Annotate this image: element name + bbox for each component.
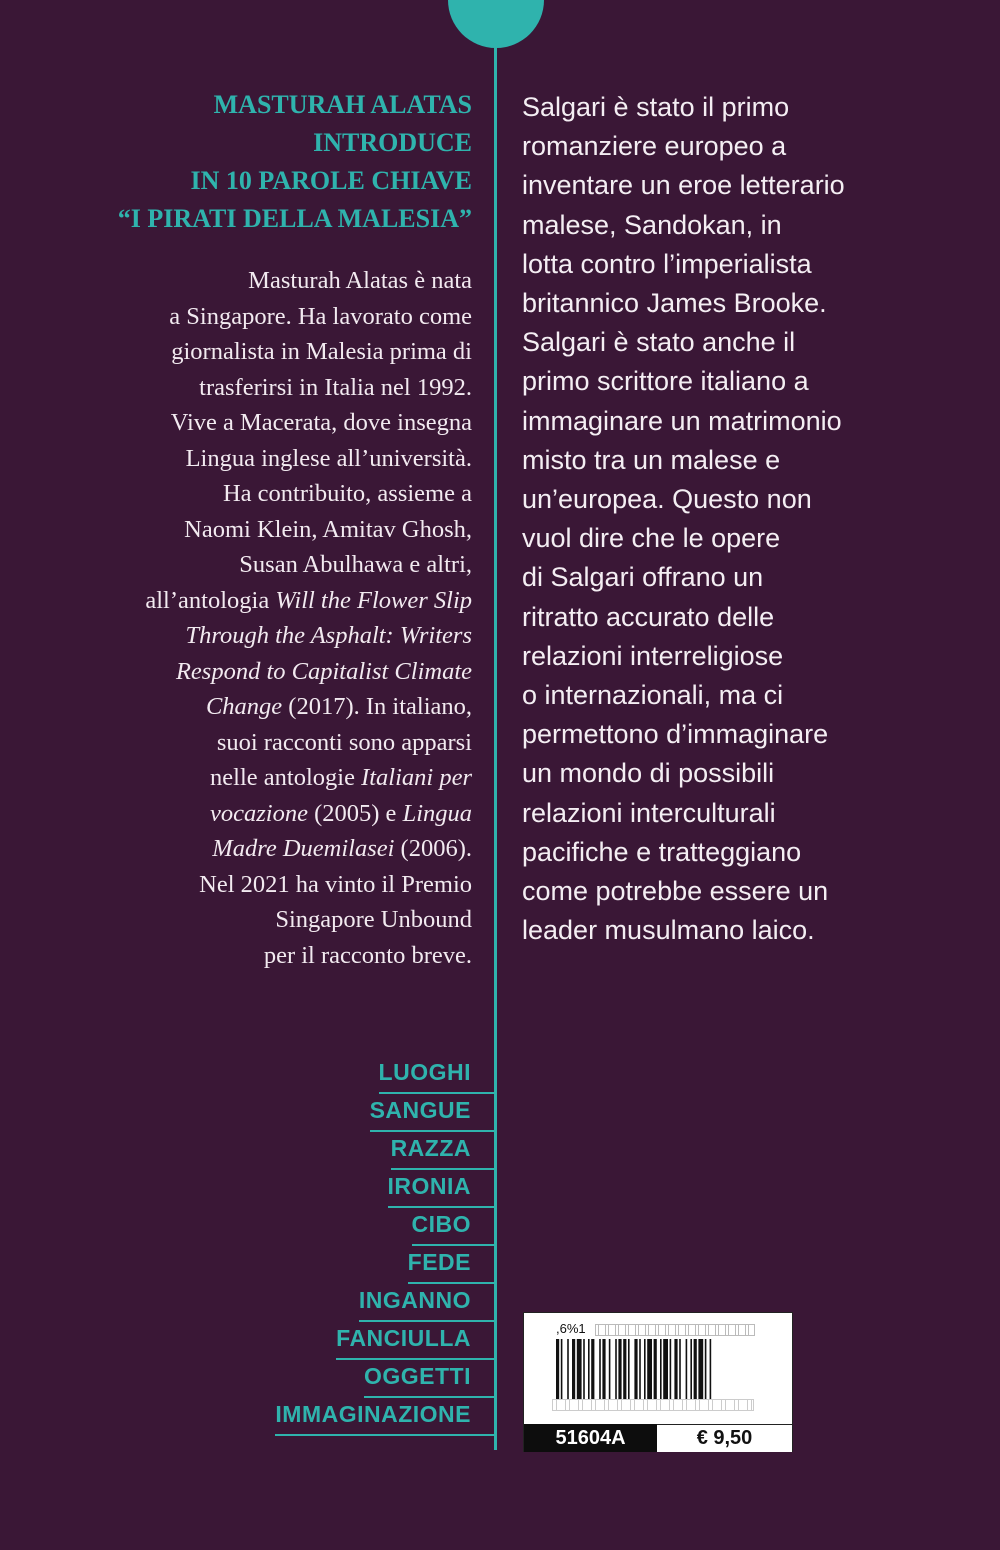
bio-text: giornalista in Malesia prima di xyxy=(171,338,472,365)
barcode-bar xyxy=(567,1339,569,1399)
bio-line xyxy=(72,867,472,903)
description-line: permettono d’immaginare xyxy=(522,719,829,750)
bio-line xyxy=(72,441,472,477)
bio-text: (2017). In italiano, xyxy=(282,693,472,720)
barcode-bar xyxy=(674,1339,677,1399)
bio-text: a Singapore. Ha lavorato come xyxy=(169,302,472,330)
bio-line xyxy=(72,654,472,690)
barcode-bar xyxy=(647,1339,652,1399)
barcode-bar xyxy=(690,1339,692,1399)
barcode-bar xyxy=(686,1339,688,1399)
description-line: ritratto accurato delle xyxy=(522,601,775,632)
description-line: come potrebbe essere un xyxy=(522,876,829,907)
barcode-bar xyxy=(705,1339,707,1399)
bio-text: (2006). xyxy=(394,835,472,862)
bio-line xyxy=(72,796,472,832)
product-code: 51604A xyxy=(524,1424,657,1452)
barcode-bar xyxy=(599,1339,601,1399)
description-line: un mondo di possibili xyxy=(522,758,775,789)
bio-text: nelle antologie xyxy=(210,764,362,791)
heading-line: “I PIRATI DELLA MALESIA” xyxy=(117,204,472,233)
barcode-bar xyxy=(644,1339,646,1399)
barcode-digit-boxes xyxy=(552,1399,754,1415)
keyword-item: OGGETTI xyxy=(364,1360,495,1398)
book-description xyxy=(522,88,992,950)
barcode-bar xyxy=(670,1339,672,1399)
bio-text: all’antologia xyxy=(145,586,276,614)
bio-text: per il racconto breve. xyxy=(263,941,472,969)
bio-line xyxy=(72,902,472,938)
description-line: relazioni interreligiose xyxy=(522,640,784,671)
bio-italic-title: Lingua xyxy=(402,799,472,827)
bio-italic-title: Madre Duemilasei xyxy=(212,835,395,862)
barcode-bar xyxy=(583,1339,585,1399)
bio-line xyxy=(72,263,472,299)
barcode-bar xyxy=(588,1339,590,1399)
description-line: Salgari è stato il primo xyxy=(522,92,790,122)
bio-italic-title: vocazione xyxy=(210,799,308,827)
description-line: britannico James Brooke. xyxy=(522,288,827,319)
bio-text: Naomi Klein, Amitav Ghosh, xyxy=(184,515,472,543)
bio-text: trasferirsi in Italia nel 1992. xyxy=(199,373,472,401)
barcode-bar xyxy=(710,1339,712,1399)
description-line: misto tra un malese e xyxy=(522,444,781,475)
barcode-bar xyxy=(561,1339,563,1399)
barcode-bar xyxy=(634,1339,637,1399)
bio-line xyxy=(72,370,472,406)
bio-text: Singapore Unbound xyxy=(275,906,472,933)
barcode-bar xyxy=(591,1339,594,1399)
bio-italic-title: Through the Asphalt: Writers xyxy=(185,622,472,649)
barcode-bar xyxy=(602,1339,605,1399)
bio-line xyxy=(72,512,472,548)
barcode-bar xyxy=(660,1339,662,1399)
bio-line xyxy=(72,476,472,512)
bio-italic-title: Change xyxy=(205,693,283,720)
heading-line: IN 10 PAROLE CHIAVE xyxy=(190,166,472,195)
bio-text: Masturah Alatas è nata xyxy=(248,267,472,294)
description-line: pacifiche e tratteggiano xyxy=(522,836,802,867)
description-line: relazioni interculturali xyxy=(522,797,776,828)
barcode-bar xyxy=(654,1339,657,1399)
keyword-item: FANCIULLA xyxy=(336,1322,495,1360)
description-line: immaginare un matrimonio xyxy=(522,405,842,436)
barcode-bar xyxy=(663,1339,668,1399)
bio-line xyxy=(72,405,472,441)
bio-text: Lingua inglese all’università. xyxy=(185,444,472,472)
bio-text: Nel 2021 ha vinto il Premio xyxy=(199,870,472,898)
description-line: un’europea. Questo non xyxy=(522,484,812,515)
description-line: vuol dire che le opere xyxy=(522,523,781,554)
description-line: di Salgari offrano un xyxy=(522,562,764,593)
barcode-bar xyxy=(623,1339,626,1399)
bio-line xyxy=(72,583,472,619)
barcode-bar xyxy=(556,1339,559,1399)
isbn-label xyxy=(556,1321,755,1336)
description-line: romanziere europeo a xyxy=(522,131,787,162)
bio-text: Ha contribuito, assieme a xyxy=(222,480,472,507)
barcode-bar xyxy=(679,1339,681,1399)
keyword-item: IRONIA xyxy=(388,1170,496,1208)
heading-line: MASTURAH ALATAS xyxy=(213,90,472,119)
bio-text: Susan Abulhawa e altri, xyxy=(239,551,472,578)
bio-line xyxy=(72,334,472,370)
author-heading xyxy=(52,86,472,238)
bio-text: (2005) e xyxy=(307,799,403,827)
keyword-item: LUOGHI xyxy=(379,1056,495,1094)
bio-line xyxy=(72,689,472,725)
barcode-bar xyxy=(572,1339,575,1399)
bio-line xyxy=(72,618,472,654)
bio-italic-title: Will the Flower Slip xyxy=(275,586,472,614)
description-line: lotta contro l’imperialista xyxy=(522,248,812,279)
bio-line xyxy=(72,547,472,583)
isbn-placeholder-boxes xyxy=(595,1324,755,1336)
bio-text: suoi racconti sono apparsi xyxy=(216,728,472,756)
bio-italic-title: Italiani per xyxy=(361,764,472,791)
barcode-bar xyxy=(639,1339,641,1399)
barcode-bar xyxy=(618,1339,621,1399)
bio-line xyxy=(72,831,472,867)
barcode-bar xyxy=(577,1339,582,1399)
keyword-item: SANGUE xyxy=(370,1094,495,1132)
barcode-bar xyxy=(628,1339,630,1399)
barcode-bar xyxy=(694,1339,697,1399)
description-line: primo scrittore italiano a xyxy=(522,366,809,397)
price: € 9,50 xyxy=(657,1424,792,1452)
barcode-bar xyxy=(609,1339,611,1399)
barcode-bars xyxy=(554,1339,764,1399)
keyword-item: FEDE xyxy=(408,1246,495,1284)
keyword-item: INGANNO xyxy=(359,1284,495,1322)
keyword-list xyxy=(275,1056,495,1436)
description-line: inventare un eroe letterario xyxy=(522,170,845,201)
keyword-item: RAZZA xyxy=(391,1132,495,1170)
barcode-bar xyxy=(615,1339,617,1399)
description-line: o internazionali, ma ci xyxy=(522,680,784,711)
isbn-label-text: ,6%1 xyxy=(556,1321,586,1336)
description-line: Salgari è stato anche il xyxy=(522,327,796,358)
heading-line: INTRODUCE xyxy=(313,128,472,157)
bio-text: Vive a Macerata, dove insegna xyxy=(170,409,472,436)
keyword-item: IMMAGINAZIONE xyxy=(275,1398,495,1436)
bio-line xyxy=(72,938,472,974)
bio-italic-title: Respond to Capitalist Climate xyxy=(175,657,472,685)
author-bio xyxy=(72,263,472,973)
barcode-label xyxy=(523,1312,793,1452)
bio-line xyxy=(72,299,472,335)
description-line: leader musulmano laico. xyxy=(522,915,815,946)
keyword-item: CIBO xyxy=(412,1208,496,1246)
bio-line xyxy=(72,725,472,761)
description-line: malese, Sandokan, in xyxy=(522,209,782,240)
barcode-bar xyxy=(698,1339,703,1399)
bio-line xyxy=(72,760,472,796)
